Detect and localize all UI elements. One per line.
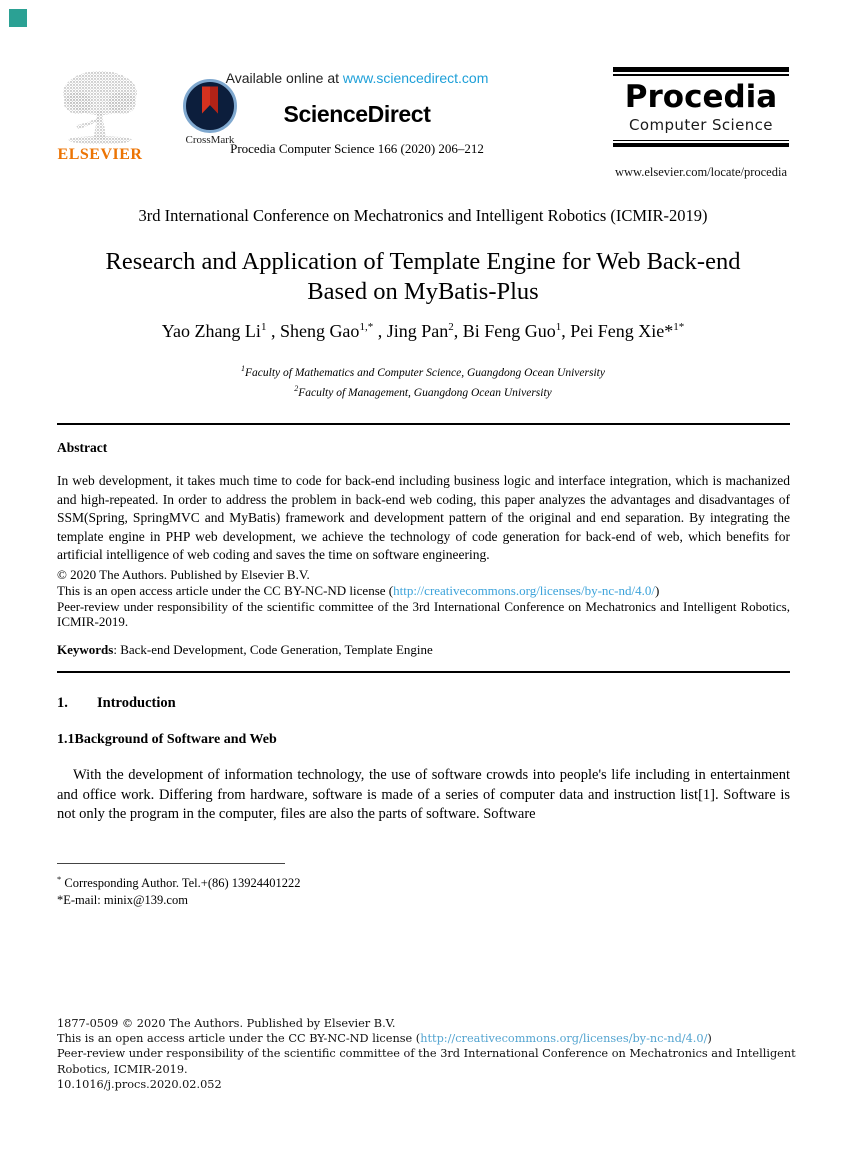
sciencedirect-link[interactable]: www.sciencedirect.com xyxy=(342,70,489,86)
copyright-line: © 2020 The Authors. Published by Elsevier B.V. xyxy=(57,567,310,582)
doi-line: 10.1016/j.procs.2020.02.052 xyxy=(57,1077,222,1091)
keywords-bottom-divider xyxy=(57,671,790,673)
procedia-top-bar xyxy=(613,67,789,72)
sciencedirect-logo: ScienceDirect xyxy=(283,101,431,127)
footer-open-access-line: This is an open access article under the CC BY-NC-ND license (http://creativecommons.org/licenses/by-nc-nd/4.0/) xyxy=(57,1032,712,1046)
paper-title-line2: Based on MyBatis-Plus xyxy=(307,278,539,305)
affiliations xyxy=(0,361,846,402)
abstract-heading: Abstract xyxy=(57,440,108,455)
procedia-top-rule xyxy=(613,74,789,76)
keywords-line: Keywords: Back-end Development, Code Generation, Template Engine xyxy=(57,642,433,657)
header-center xyxy=(180,70,534,157)
author-name: Sheng Gao$^{1,*}$ , xyxy=(279,321,387,341)
section-number: 1. xyxy=(57,695,68,711)
keywords-label: Keywords xyxy=(57,642,114,657)
body-paragraph: With the development of information technology, the use of software crowds into people's life including in entertainment and office work. Differing from hardware, software is made of a series of computer data and instruction list[1]. Software is not only the program in the computer, files are also the parts of software. Software xyxy=(57,767,790,823)
section-heading xyxy=(57,695,790,712)
available-online-text: Available online at xyxy=(225,70,343,86)
procedia-url-link[interactable]: www.elsevier.com/locate/procedia xyxy=(614,165,788,179)
procedia-subtitle: Computer Science xyxy=(629,115,773,134)
subsection-heading: 1.1Background of Software and Web xyxy=(57,732,277,747)
author-affil-sup: 2 xyxy=(448,321,454,333)
corresponding-author-line: * Corresponding Author. Tel.+(86) 13924401222 xyxy=(57,874,301,891)
author-affil-sup: 1 xyxy=(260,321,267,333)
open-access-line: This is an open access article under the CC BY-NC-ND license (http://creativecommons.org/licenses/by-nc-nd/4.0/) xyxy=(57,582,660,598)
author-affil-sup: 1,* xyxy=(359,321,374,333)
paper-title-line1: Research and Application of Template Engine for Web Back-end xyxy=(105,248,741,275)
author-name: Yao Zhang Li$^1$ , xyxy=(161,321,280,341)
procedia-title: Procedia xyxy=(624,78,778,115)
page-footer xyxy=(57,1016,797,1092)
crossmark-label: CrossMark xyxy=(185,134,235,146)
keywords-text: Back-end Development, Code Generation, Template Engine xyxy=(120,642,433,657)
abstract-text: In web development, it takes much time to code for back-end including business logic and interface integration, which is machanized and high-repeated. In order to address the problem in back-end web coding, this paper analyzes the advantages and disadvantages of SSM(Spring, SpringMVC and MyBatis) framework and development pattern of the original and end separation. By integrating the template engine in PHP web development, we achieve the technology of code generation for back-end of web, which benefits for artificial intelligence of web coding and saves the time on software engineering. xyxy=(57,473,790,563)
footer-peer-review-line: Peer-review under responsibility of the scientific committee of the 3rd International Conference on Mechatronics and Intelligent Robotics, ICMIR-2019. xyxy=(57,1047,796,1076)
issn-copyright-line: 1877-0509 © 2020 The Authors. Published by Elsevier B.V. xyxy=(57,1017,396,1030)
section-title: Introduction xyxy=(97,695,176,711)
affiliation-2: $^2$Faculty of Management, Guangdong Ocean University xyxy=(294,384,552,400)
author-name: Bi Feng Guo$^1$, xyxy=(462,321,571,341)
footer-license-url-link[interactable]: http://creativecommons.org/licenses/by-nc-nd/4.0/ xyxy=(420,1032,708,1046)
author-affil-sup: 1 xyxy=(555,321,562,333)
elsevier-wordmark: ELSEVIER xyxy=(57,146,143,163)
author-affil-sup: 1* xyxy=(673,321,685,333)
elsevier-tree-icon xyxy=(58,69,142,150)
authors-line xyxy=(0,321,846,342)
procedia-bottom-bar xyxy=(613,143,789,147)
available-online-line xyxy=(180,70,534,86)
author-name: Pei Feng Xie*$^{1*}$ xyxy=(570,321,685,341)
abstract-top-divider xyxy=(57,423,790,425)
peer-review-line: Peer-review under responsibility of the scientific committee of the 3rd International Conference on Mechatronics and Intelligent Robotics, ICMIR-2019. xyxy=(57,598,790,630)
footnote xyxy=(57,871,457,908)
affiliation-1: $^1$Faculty of Mathematics and Computer Science, Guangdong Ocean University xyxy=(241,364,605,379)
author-name: Jing Pan$^2$, xyxy=(386,321,463,341)
paper-title xyxy=(0,247,846,307)
license-url-link[interactable]: http://creativecommons.org/licenses/by-nc-nd/4.0/ xyxy=(393,582,655,598)
procedia-journal-box xyxy=(613,67,789,147)
license-block xyxy=(57,567,790,630)
email-line: *E-mail: minix@139.com xyxy=(57,892,188,907)
conference-name: 3rd International Conference on Mechatronics and Intelligent Robotics (ICMIR-2019) xyxy=(138,206,708,225)
footnote-divider xyxy=(57,863,285,864)
page-corner-marker xyxy=(9,9,27,27)
journal-citation: Procedia Computer Science 166 (2020) 206–212 xyxy=(230,141,484,156)
procedia-bottom-rule xyxy=(613,140,789,142)
